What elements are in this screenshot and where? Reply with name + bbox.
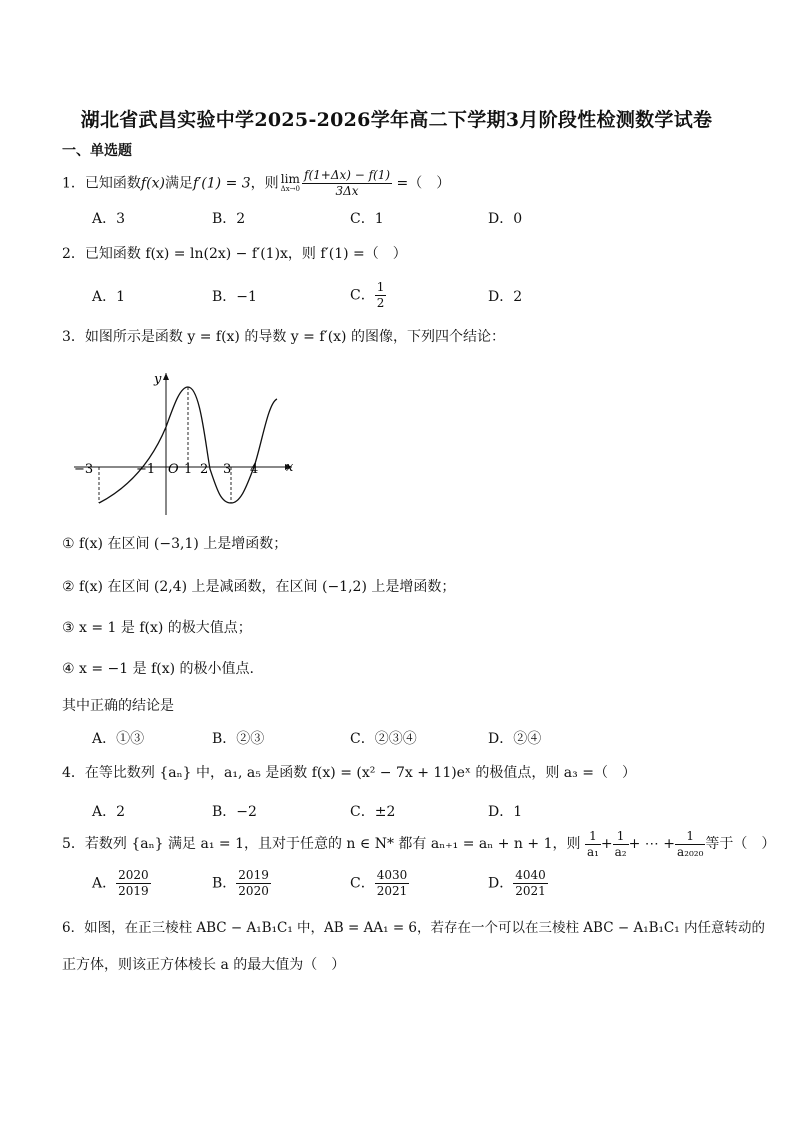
q5-b-num: 2019 xyxy=(238,868,269,882)
q1-prefix: 1．已知函数 xyxy=(62,175,141,192)
y-axis-arrow xyxy=(163,373,169,380)
q5-fraction-2 xyxy=(613,829,629,860)
tick-label-4: 4 xyxy=(250,462,259,477)
q2-c-numerator: 1 xyxy=(376,280,385,294)
q5-c-den: 2021 xyxy=(376,884,408,898)
lim-subscript: Δx→0 xyxy=(280,185,300,193)
q3-option-a[interactable]: A．①③ xyxy=(92,731,145,747)
q5-option-c[interactable] xyxy=(350,868,409,899)
q1-tail: =（ ） xyxy=(396,175,451,192)
tick-label-1: 1 xyxy=(184,462,193,477)
question-6-line-2: 正方体，则该正方体棱长 a 的最大值为（ ） xyxy=(62,957,346,973)
section-heading: 一、单选题 xyxy=(62,143,132,159)
q2-option-a[interactable]: A．1 xyxy=(92,289,126,305)
q5-a-label: A． xyxy=(92,875,117,892)
q3-statement-2: ② f(x) 在区间 (2,4) 上是减函数，在区间 (−1,2) 上是增函数； xyxy=(62,579,456,595)
q4-option-c[interactable]: C．±2 xyxy=(350,804,396,820)
derivative-graph xyxy=(70,365,310,520)
q1-given: f′(1) = 3 xyxy=(192,175,251,192)
q1-option-c[interactable]: C．1 xyxy=(350,211,384,227)
q5-b-fraction xyxy=(236,868,271,899)
q5-d-fraction xyxy=(513,868,548,899)
y-axis-label: y xyxy=(154,372,162,387)
tick-label-minus-3: −3 xyxy=(74,462,94,477)
q5-c-fraction xyxy=(375,868,410,899)
q5-f1-num: 1 xyxy=(585,829,601,845)
page-title: 湖北省武昌实验中学2025-2026学年高二下学期3月阶段性检测数学试卷 xyxy=(80,109,713,131)
q5-option-b[interactable] xyxy=(212,868,271,899)
q1-option-a[interactable]: A．3 xyxy=(92,211,126,227)
question-5 xyxy=(62,828,775,860)
q1-limit xyxy=(281,174,300,193)
q2-option-c-label: C． xyxy=(350,287,375,304)
lim-symbol: lim xyxy=(280,172,300,186)
q1-then: ，则 xyxy=(250,175,279,192)
q5-c-label: C． xyxy=(350,875,375,892)
question-2: 2．已知函数 f(x) = ln(2x) − f′(1)x，则 f′(1) =（ ） xyxy=(62,246,407,262)
q5-f3-num: 1 xyxy=(675,829,705,845)
q5-option-a[interactable] xyxy=(92,868,151,899)
tick-label-3: 3 xyxy=(223,462,232,477)
q2-option-d[interactable]: D．2 xyxy=(488,289,523,305)
q1-frac-denominator: 3Δx xyxy=(335,184,359,198)
q5-text: 5．若数列 {aₙ} 满足 a₁ = 1，且对于任意的 n ∈ N* 都有 aₙ₊₁ = aₙ + n + 1，则 xyxy=(62,836,581,852)
q5-a-num: 2020 xyxy=(118,868,149,882)
q3-option-c[interactable]: C．②③④ xyxy=(350,731,417,747)
q5-b-label: B． xyxy=(212,875,237,892)
q5-fraction-1 xyxy=(585,829,601,860)
q5-f3-den: a₂₀₂₀ xyxy=(676,844,704,859)
q3-option-d[interactable]: D．②④ xyxy=(488,731,542,747)
q3-statement-4: ④ x = −1 是 f(x) 的极小值点. xyxy=(62,661,254,677)
x-axis-label: x xyxy=(286,460,294,475)
q5-d-label: D． xyxy=(488,875,514,892)
q4-option-a[interactable]: A．2 xyxy=(92,804,126,820)
q1-option-b[interactable]: B．2 xyxy=(212,211,246,227)
q5-d-den: 2021 xyxy=(515,884,546,898)
q2-option-c-fraction xyxy=(375,280,387,311)
q1-fraction xyxy=(302,168,392,199)
q4-option-d[interactable]: D．1 xyxy=(488,804,523,820)
q5-b-den: 2020 xyxy=(238,884,269,898)
tick-label-2: 2 xyxy=(200,462,209,477)
q2-option-b[interactable]: B．−1 xyxy=(212,289,257,305)
q3-statement-1: ① f(x) 在区间 (−3,1) 上是增函数； xyxy=(62,536,288,552)
q1-option-d[interactable]: D．0 xyxy=(488,211,523,227)
tick-label-minus-1: −1 xyxy=(136,462,156,477)
q3-ask: 其中正确的结论是 xyxy=(62,698,174,714)
q3-option-b[interactable]: B．②③ xyxy=(212,731,265,747)
question-6-line-1: 6．如图，在正三棱柱 ABC − A₁B₁C₁ 中，AB = AA₁ = 6，若存在一个可以在三棱柱 ABC − A₁B₁C₁ 内任意转动的 xyxy=(62,920,765,936)
q1-fx: f(x) xyxy=(140,175,165,192)
q2-c-denominator: 2 xyxy=(376,296,385,310)
q5-f2-den: a₂ xyxy=(614,844,627,859)
q5-plus: + xyxy=(600,836,613,852)
q5-a-fraction xyxy=(116,868,151,899)
origin-label: O xyxy=(168,462,179,477)
q5-a-den: 2019 xyxy=(118,884,149,898)
q3-statement-3: ③ x = 1 是 f(x) 的极大值点； xyxy=(62,620,252,636)
q5-dots: + ⋯ + xyxy=(628,836,675,852)
q5-c-num: 4030 xyxy=(376,868,408,882)
q5-option-d[interactable] xyxy=(488,868,548,899)
question-4: 4．在等比数列 {aₙ} 中，a₁, a₅ 是函数 f(x) = (x² − 7x + 11)eˣ 的极值点，则 a₃ =（ ） xyxy=(62,765,636,781)
q1-frac-numerator: f(1+Δx) − f(1) xyxy=(304,168,391,182)
q1-cond: 满足 xyxy=(164,175,193,192)
question-3: 3．如图所示是函数 y = f(x) 的导数 y = f′(x) 的图像，下列四个结论： xyxy=(62,329,505,345)
q5-d-num: 4040 xyxy=(515,868,546,882)
q5-f1-den: a₁ xyxy=(586,844,599,859)
question-1 xyxy=(62,168,450,199)
q4-option-b[interactable]: B．−2 xyxy=(212,804,257,820)
q5-fraction-3 xyxy=(675,829,705,860)
q5-tail: 等于（ ） xyxy=(705,836,776,852)
q5-f2-num: 1 xyxy=(613,829,629,845)
q2-option-c[interactable] xyxy=(350,280,386,311)
